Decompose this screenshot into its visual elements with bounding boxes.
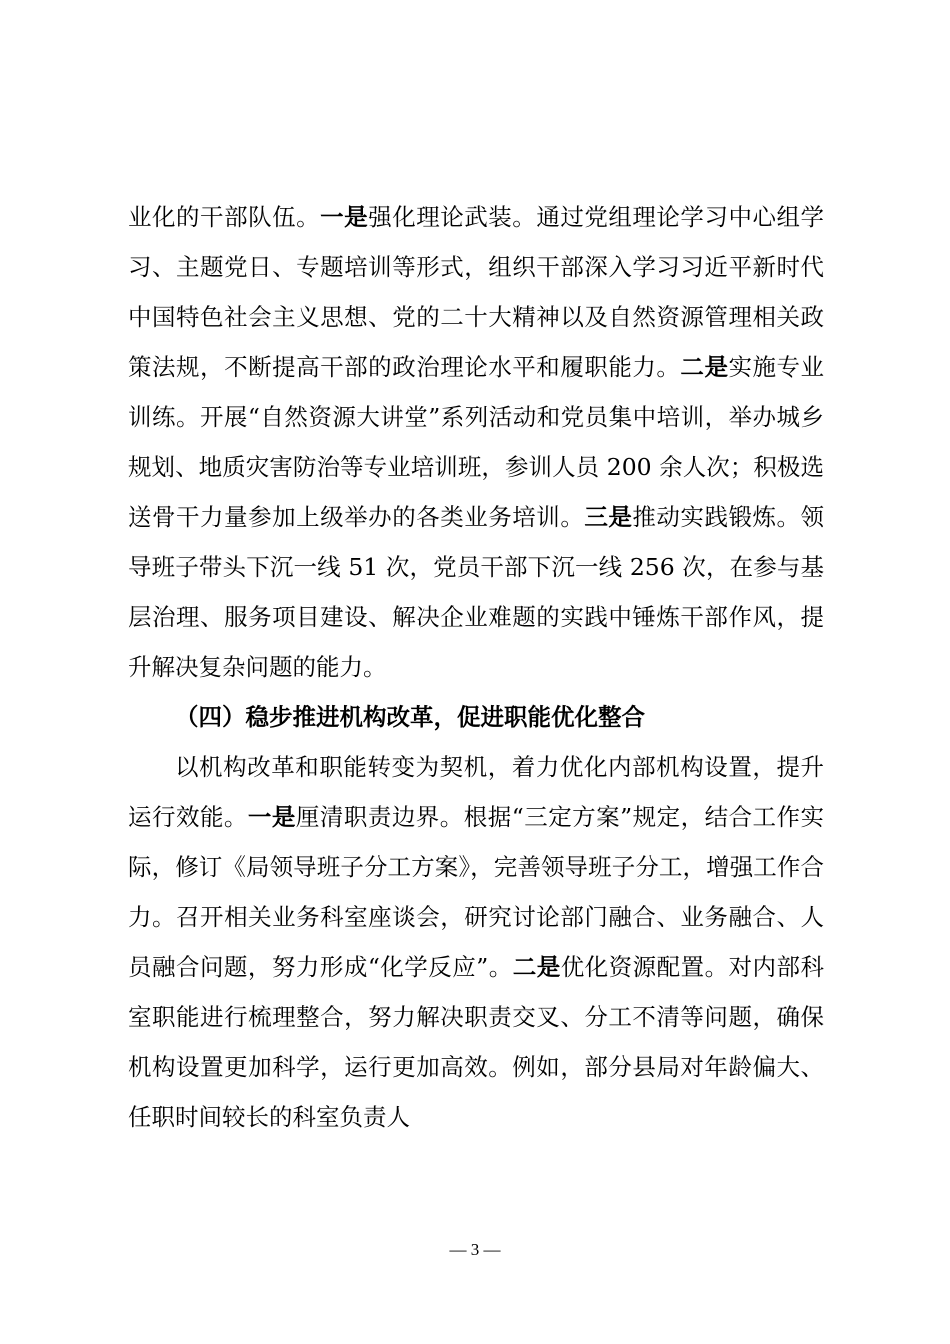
paragraph-text: 优化资源配置。对内部科室职能进行梳理整合，努力解决职责交叉、分工不清等问题，确保机构设置更加科学，运行更加高效。例如，部分县局对年龄偏大、任职时间较长的科室负责人 bbox=[128, 953, 825, 1131]
paragraph-text: 强化理论武装。通过党组理论学习中心组学习、主题党日、专题培训等形式，组织干部深入学习习近平新时代中国特色社会主义思想、党的二十大精神以及自然资源管理相关政策法规，不断提高干部的政治理论水平和履职能力。 bbox=[128, 203, 825, 381]
paragraph-text: 推动实践锻炼。领导班子带头下沉一线 51 次，党员干部下沉一线 256 次，在参与基层治理、服务项目建设、解决企业难题的实践中锤炼干部作风，提升解决复杂问题的能力。 bbox=[128, 503, 825, 681]
bold-marker-first: 一是 bbox=[247, 803, 296, 831]
paragraph-institutional-reform bbox=[128, 742, 824, 1142]
paragraph-text: 业化的干部队伍。 bbox=[128, 203, 321, 231]
paragraph-text: 以机构改革和职能转变为契机，着力优化内部机构设置，提升运行效能。 bbox=[128, 753, 824, 831]
bold-marker-second: 二是 bbox=[680, 353, 729, 381]
document-body bbox=[128, 192, 824, 1142]
paragraph-text: 厘清职责边界。根据“三定方案”规定，结合工作实际，修订《局领导班子分工方案》，完善领导班子分工，增强工作合力。召开相关业务科室座谈会，研究讨论部门融合、业务融合、人员融合问题，努力形成“化学反应”。 bbox=[128, 803, 825, 981]
paragraph-text: 实施专业训练。开展“自然资源大讲堂”系列活动和党员集中培训，举办城乡规划、地质灾害防治等专业培训班，参训人员 200 余人次；积极选送骨干力量参加上级举办的各类业务培训。 bbox=[128, 353, 825, 531]
bold-marker-second: 二是 bbox=[512, 953, 561, 981]
bold-marker-first: 一是 bbox=[320, 203, 369, 231]
paragraph-cadre-training bbox=[128, 192, 824, 692]
bold-marker-third: 三是 bbox=[584, 503, 633, 531]
page-number: — 3 — bbox=[449, 1240, 501, 1259]
section-heading: （四）稳步推进机构改革，促进职能优化整合 bbox=[175, 703, 645, 731]
